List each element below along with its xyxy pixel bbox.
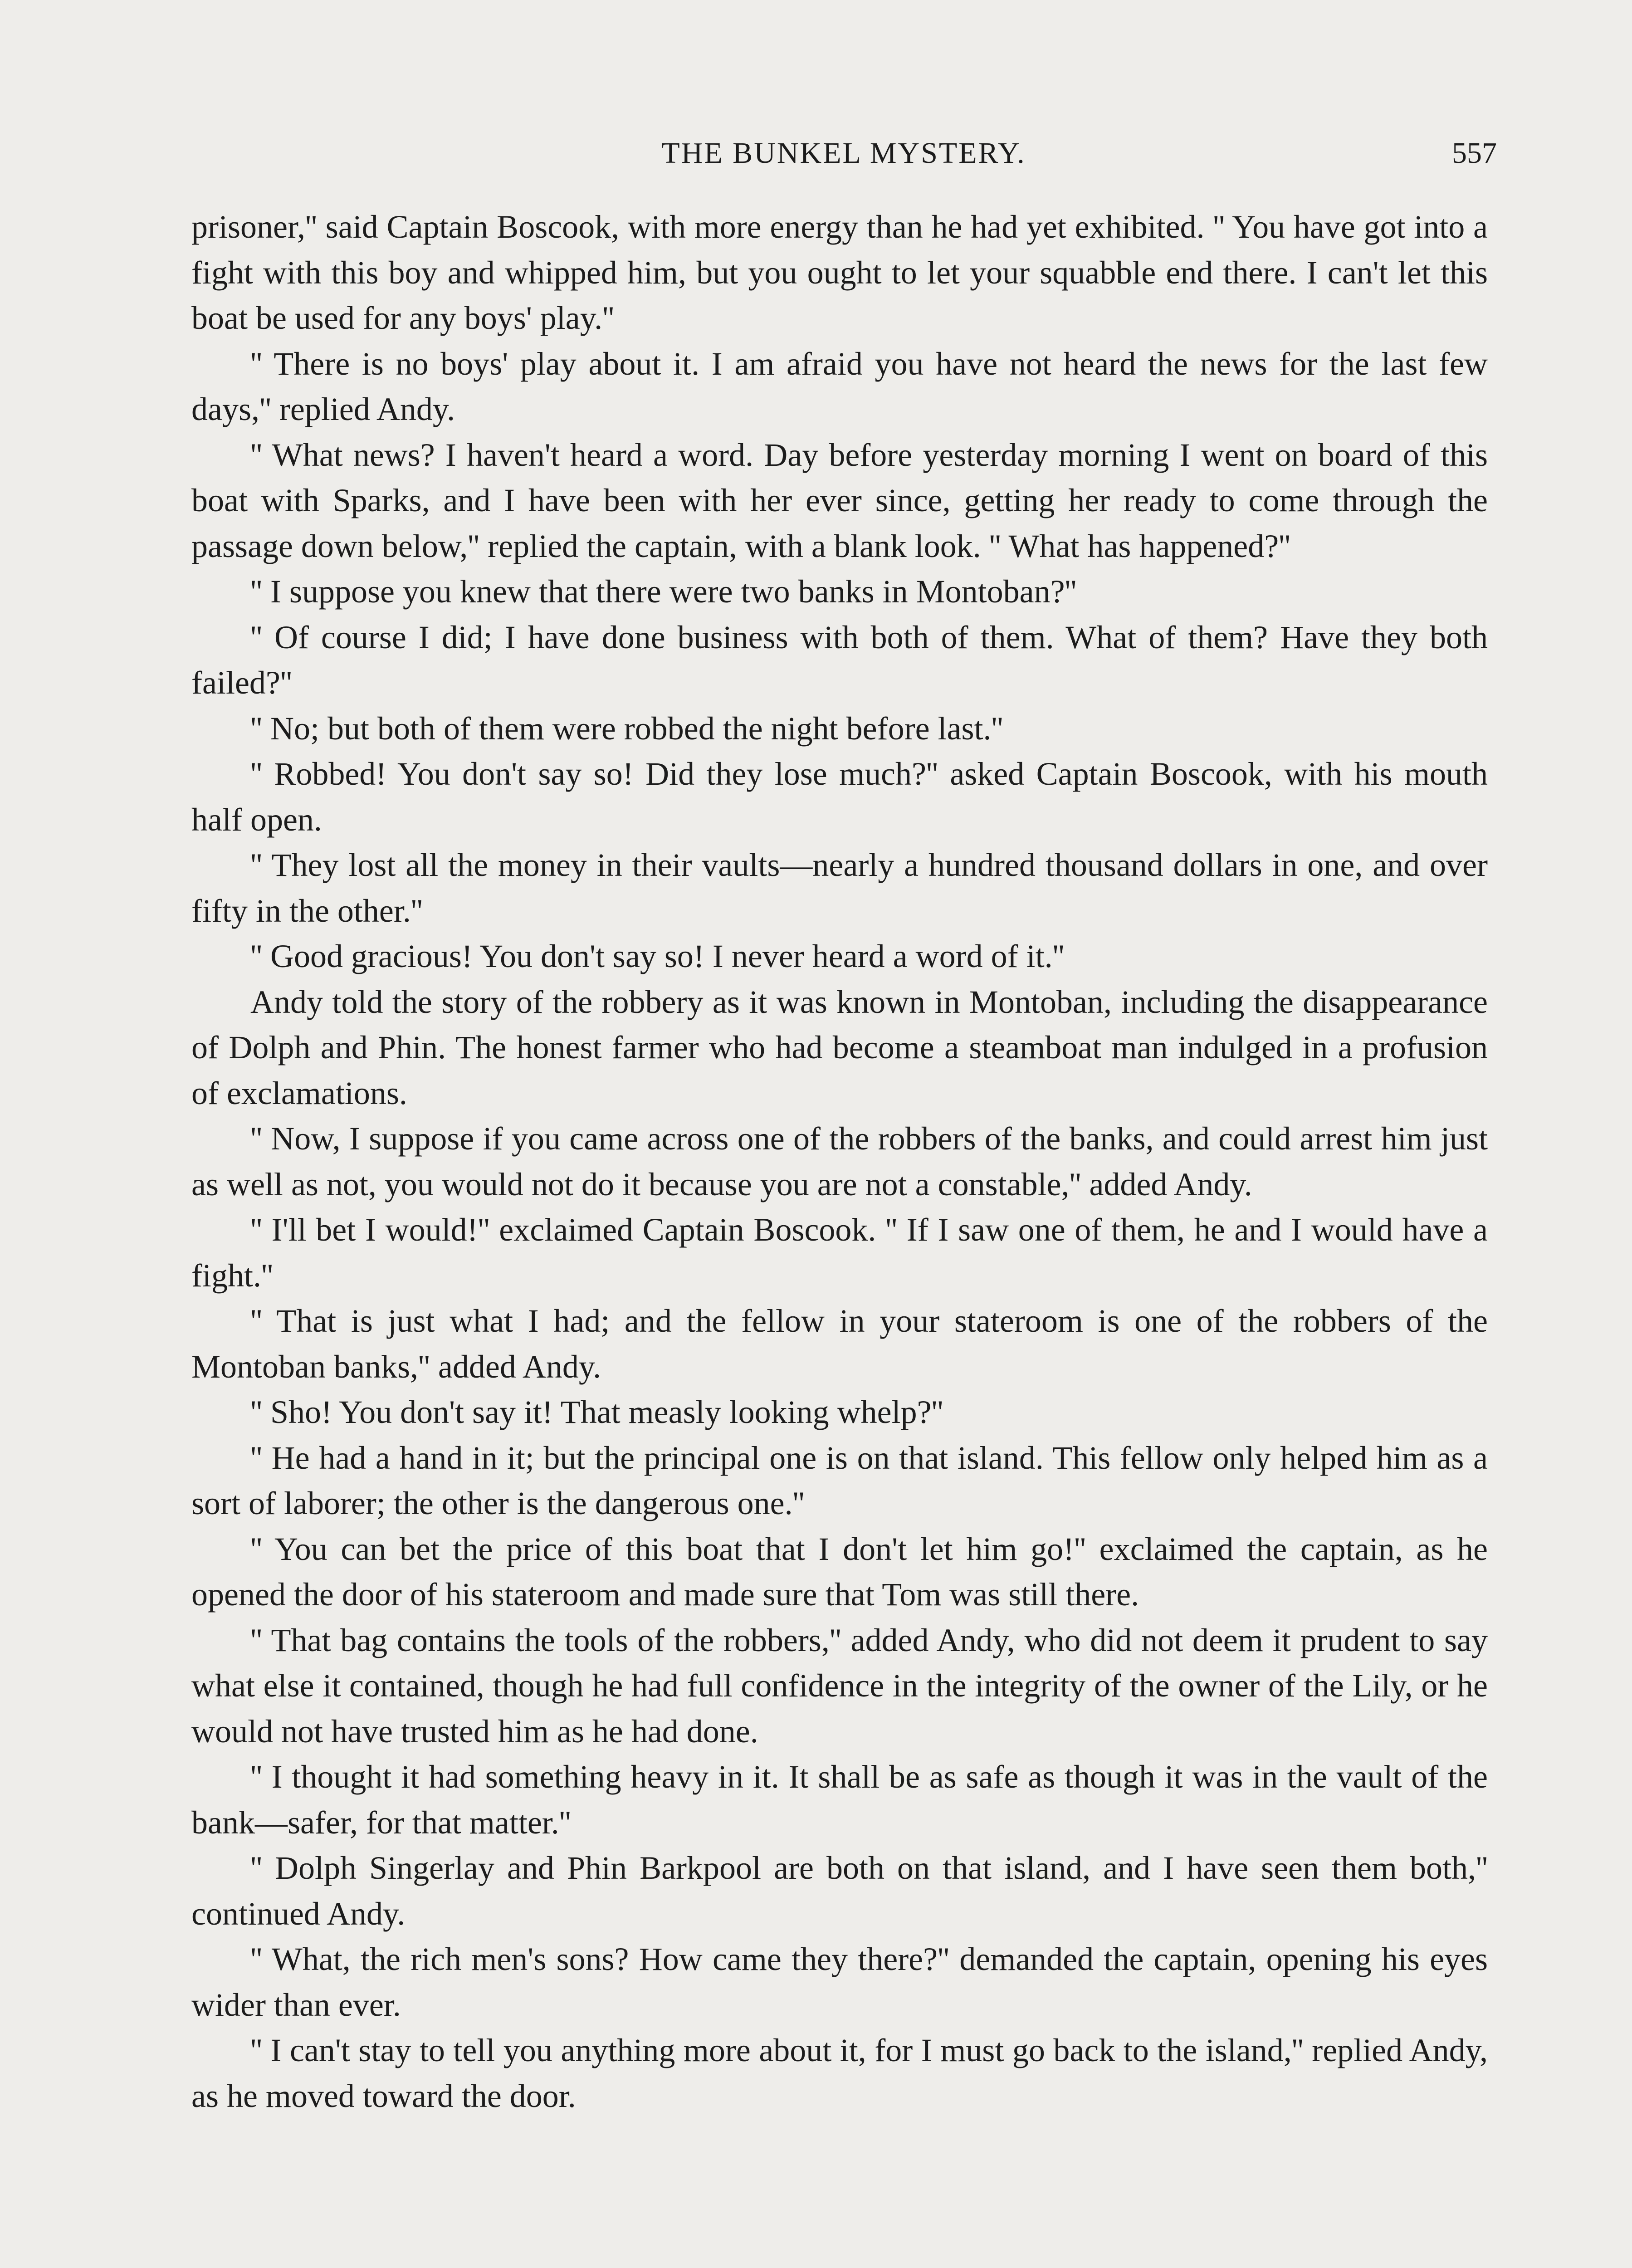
paragraph: '' He had a hand in it; but the principal one is on that island. This fellow only helped him as a sort of laborer; the other is the dangerous one.'' — [191, 1439, 1488, 1521]
paragraph: '' What, the rich men's sons? How came they there?'' demanded the captain, opening his eyes wider than ever. — [191, 1941, 1488, 2023]
paragraph: '' No; but both of them were robbed the night before last.'' — [250, 710, 1003, 747]
paragraph: prisoner,'' said Captain Boscook, with more energy than he had yet exhibited. '' You have got into a fight with this boy and whipped him, but you ought to let your squabble end there. I can't let this boat be used for any boys' play.'' — [191, 209, 1488, 336]
paragraph: '' That is just what I had; and the fellow in your stateroom is one of the robbers of the Montoban banks,'' added Andy. — [191, 1303, 1488, 1385]
page-number: 557 — [1452, 137, 1497, 170]
paragraph: '' I thought it had something heavy in it. It shall be as safe as though it was in the vault of the bank—safer, for that matter.'' — [191, 1759, 1488, 1841]
page-header — [191, 136, 1497, 191]
paragraph: '' What news? I haven't heard a word. Day before yesterday morning I went on board of this boat with Sparks, and I have been with her ever since, getting her ready to come through the passage down below,'' replied the captain, with a blank look. '' What has happened?'' — [191, 436, 1488, 564]
paragraph: '' Now, I suppose if you came across one of the robbers of the banks, and could arrest him just as well as not, you would not do it because you are not a constable,'' added Andy. — [191, 1120, 1488, 1202]
paragraph: '' Sho! You don't say it! That measly looking whelp?'' — [250, 1394, 943, 1430]
paragraph: '' I can't stay to tell you anything more about it, for I must go back to the island,'' replied Andy, as he moved toward the door. — [191, 2032, 1488, 2114]
paragraph: '' I'll bet I would!'' exclaimed Captain Boscook. '' If I saw one of them, he and I would have a fight.'' — [191, 1212, 1488, 1294]
paragraph: '' They lost all the money in their vaults—nearly a hundred thousand dollars in one, and over fifty in the other.'' — [191, 847, 1488, 929]
running-title: THE BUNKEL MYSTERY. — [661, 137, 1026, 170]
paragraph: '' You can bet the price of this boat that I don't let him go!'' exclaimed the captain, as he opened the door of his stateroom and made sure that Tom was still there. — [191, 1530, 1488, 1613]
paragraph: '' That bag contains the tools of the robbers,'' added Andy, who did not deem it prudent to say what else it contained, though he had full confidence in the integrity of the owner of the Lily, or he would not have trusted him as he had done. — [191, 1622, 1488, 1750]
paragraph: '' Of course I did; I have done business with both of them. What of them? Have they both failed?'' — [191, 619, 1488, 701]
paragraph: '' There is no boys' play about it. I am afraid you have not heard the news for the last few days,'' replied Andy. — [191, 345, 1488, 427]
paragraph: Andy told the story of the robbery as it was known in Montoban, including the disappearance of Dolph and Phin. The honest farmer who had become a steamboat man indulged in a profusion of exclamations. — [191, 983, 1488, 1111]
body-text — [191, 204, 1488, 2119]
paragraph: '' Good gracious! You don't say so! I never heard a word of it.'' — [250, 938, 1065, 974]
paragraph: '' Robbed! You don't say so! Did they lose much?'' asked Captain Boscook, with his mouth half open. — [191, 756, 1488, 838]
paragraph: '' I suppose you knew that there were two banks in Montoban?'' — [250, 573, 1077, 610]
paragraph: '' Dolph Singerlay and Phin Barkpool are both on that island, and I have seen them both,'' continued Andy. — [191, 1850, 1488, 1932]
